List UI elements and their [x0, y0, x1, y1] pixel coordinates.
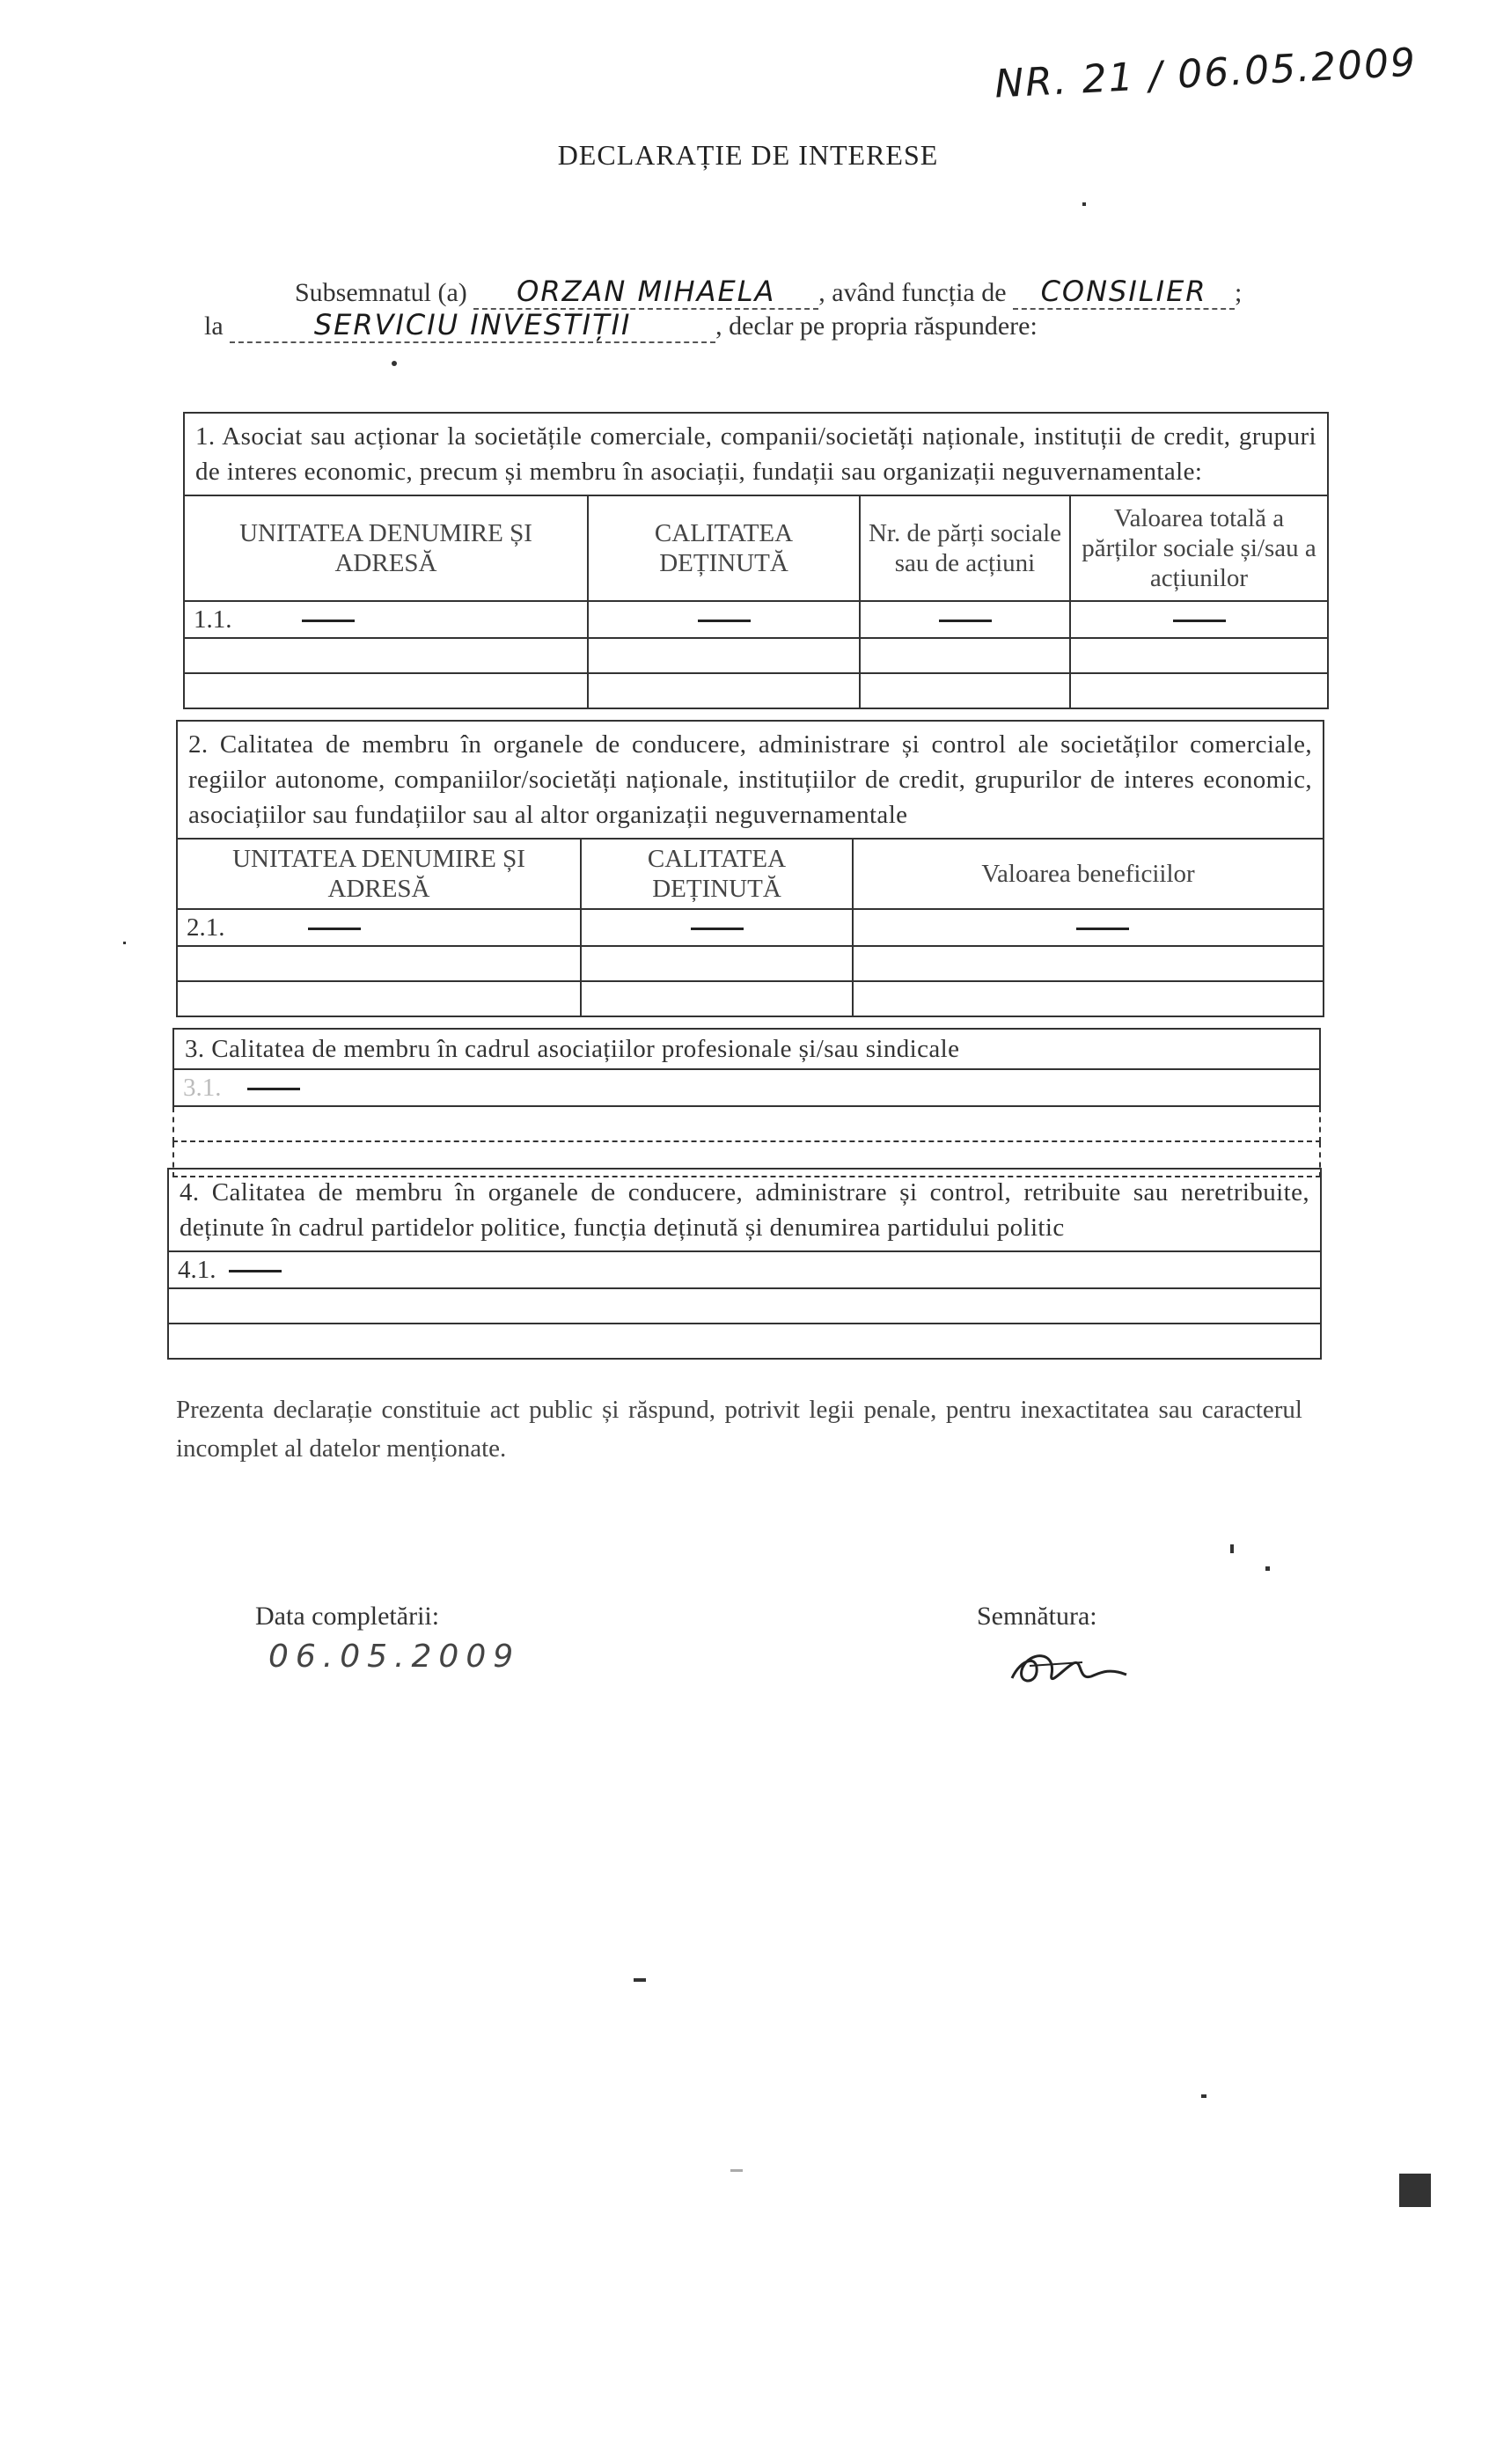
function-label: , având funcția de: [818, 278, 1007, 307]
s2-row-cell: [853, 909, 1324, 946]
declarant-line-2: [204, 308, 1038, 343]
empty-dash: [691, 928, 744, 930]
table-row: [184, 673, 1328, 708]
registration-number: NR. 21 / 06.05.2009: [993, 40, 1419, 107]
document-title: DECLARAȚIE DE INTERESE: [557, 139, 939, 171]
department-value: SERVICIU INVESTIȚII: [230, 308, 715, 343]
table-row: [177, 909, 1324, 946]
table-row: [168, 1251, 1321, 1288]
s1-row-cell: [184, 601, 588, 638]
s1-row-cell: [588, 638, 860, 673]
scan-artifact: [392, 361, 397, 366]
scan-artifact: [1082, 202, 1086, 206]
table-row: [168, 1288, 1321, 1324]
section-3-table: [172, 1028, 1321, 1177]
section-2-table: [176, 720, 1324, 1017]
empty-dash: [939, 620, 992, 622]
s2-col-benefits: Valoarea beneficiilor: [853, 839, 1324, 909]
declarant-line-1: [295, 275, 1242, 310]
empty-dash: [229, 1270, 282, 1272]
date-label: Data completării:: [255, 1602, 440, 1631]
declarant-name: ORZAN MIHAELA: [473, 275, 818, 310]
table-row: [184, 638, 1328, 673]
table-row: [177, 981, 1324, 1016]
s2-row-cell: [177, 909, 581, 946]
s1-col-quality: CALITATEA DEȚINUTĂ: [588, 495, 860, 601]
s2-row-cell: [581, 946, 853, 981]
section-1-title: 1. Asociat sau acționar la societățile comerciale, companii/societăți naționale, instituții de credit, grupuri de interes economic, precum și membru în asociații, fundații sau organizații neguvernamentale:: [184, 413, 1328, 495]
s2-row-number: 2.1.: [187, 913, 225, 942]
section-1-table: [183, 412, 1329, 709]
scan-artifact: [1201, 2094, 1206, 2098]
empty-dash: [698, 620, 751, 622]
s2-row-cell: [177, 946, 581, 981]
signature-label: Semnătura:: [977, 1602, 1097, 1631]
table-row: [173, 1106, 1320, 1141]
s4-row-cell: [168, 1288, 1321, 1324]
legal-statement: Prezenta declarație constituie act public și răspund, potrivit legii penale, pentru inexactitatea sau caracterul incomplet al datelor menționate.: [176, 1396, 1302, 1463]
declarant-intro-label: Subsemnatul (a): [295, 278, 467, 307]
empty-dash: [308, 928, 361, 930]
s2-row-cell: [581, 981, 853, 1016]
table-row: [177, 946, 1324, 981]
s1-row-cell: [860, 673, 1070, 708]
empty-dash: [1173, 620, 1226, 622]
s1-row-cell: [1070, 601, 1328, 638]
s1-row-cell: [588, 601, 860, 638]
table-row: [173, 1069, 1320, 1106]
s4-row-number: 4.1.: [178, 1255, 216, 1284]
declare-label: , declar pe propria răspundere:: [715, 312, 1038, 341]
s1-row-cell: [1070, 638, 1328, 673]
section-4-table: [167, 1168, 1322, 1360]
s3-row-cell: [173, 1106, 1320, 1141]
semicolon: ;: [1235, 278, 1243, 307]
s2-col-unit: UNITATEA DENUMIRE ȘI ADRESĂ: [177, 839, 581, 909]
s2-row-cell: [853, 981, 1324, 1016]
s2-col-quality: CALITATEA DEȚINUTĂ: [581, 839, 853, 909]
s3-row-number: 3.1.: [183, 1073, 222, 1102]
empty-dash: [1076, 928, 1129, 930]
scan-artifact: [1265, 1566, 1270, 1571]
s4-row-cell: [168, 1251, 1321, 1288]
empty-dash: [247, 1088, 300, 1090]
scan-artifact: [730, 2169, 743, 2172]
s1-row-cell: [860, 638, 1070, 673]
signature-graphic: [1003, 1641, 1144, 1694]
s1-row-cell: [1070, 673, 1328, 708]
s2-row-cell: [581, 909, 853, 946]
section-2-title: 2. Calitatea de membru în organele de conducere, administrare și control ale societăților comerciale, regiilor autonome, companiilor/societăți naționale, instituțiilor de credit, grupurilor de interes economic, asociațiilor sau fundațiilor sau al altor organizații neguvernamentale: [177, 721, 1324, 839]
section-3-title: 3. Calitatea de membru în cadrul asociațiilor profesionale și/sau sindicale: [173, 1029, 1320, 1069]
s2-row-cell: [177, 981, 581, 1016]
s1-col-shares: Nr. de părți sociale sau de acțiuni: [860, 495, 1070, 601]
at-label: la: [204, 312, 224, 341]
date-value: 06.05.2009: [268, 1639, 521, 1675]
scan-artifact: [1230, 1544, 1234, 1553]
section-4-title: 4. Calitatea de membru în organele de conducere, administrare și control, retribuite sau neretribuite, deținute în cadrul partidelor politice, funcția deținută și denumirea partidului politic: [168, 1169, 1321, 1251]
s1-row-cell: [184, 638, 588, 673]
s1-col-value: Valoarea totală a părților sociale și/sau a acțiunilor: [1070, 495, 1328, 601]
s1-row-cell: [184, 673, 588, 708]
s1-row-cell: [588, 673, 860, 708]
function-value: CONSILIER: [1013, 275, 1235, 310]
table-row: [184, 601, 1328, 638]
scan-artifact: [634, 1978, 646, 1982]
s3-row-cell: [173, 1069, 1320, 1106]
s4-row-cell: [168, 1324, 1321, 1359]
s2-row-cell: [853, 946, 1324, 981]
scan-artifact: [123, 942, 126, 944]
s1-col-unit: UNITATEA DENUMIRE ȘI ADRESĂ: [184, 495, 588, 601]
s1-row-cell: [860, 601, 1070, 638]
empty-dash: [302, 620, 355, 622]
s1-row-number: 1.1.: [194, 605, 232, 634]
scan-artifact: [1399, 2174, 1431, 2207]
table-row: [168, 1324, 1321, 1359]
